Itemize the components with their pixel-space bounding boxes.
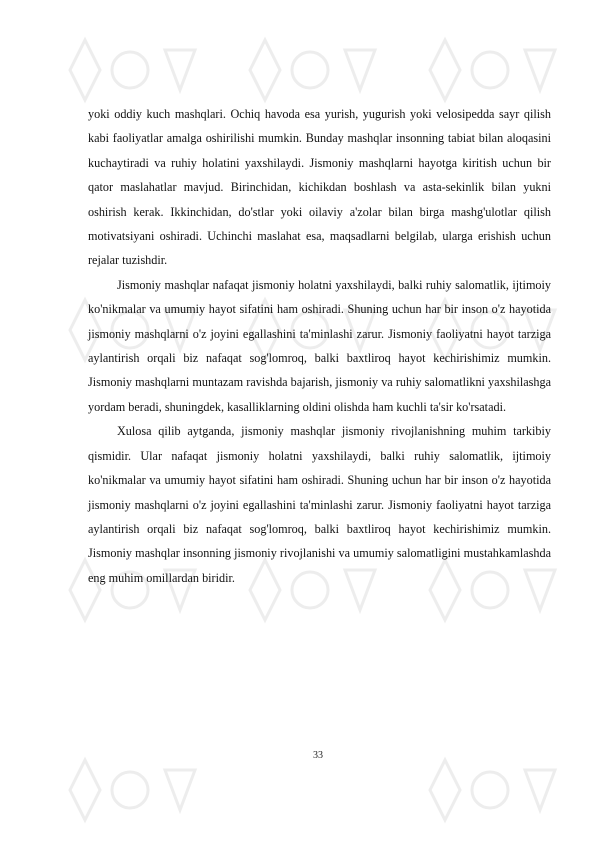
paragraph-benefits: Jismoniy mashqlar nafaqat jismoniy holatni yaxshilaydi, balki ruhiy salomatlik, ijtimoiy ko'nikmalar va umumiy hayot sifatini ham oshiradi. Shuning uchun har bir inson o'z hayotida jismoniy mashqlarni o'z joyini egallashini ta'minlashi zarur. Jismoniy faoliyatni hayot tarziga aylantirish orqali biz nafaqat sog'lomroq, balki baxtliroq hayot kechirishimiz mumkin. Jismoniy mashqlarni muntazam ravishda bajarish, jismoniy va ruhiy salomatlikni yaxshilashga yordam beradi, shuningdek, kasalliklarning oldini olishda ham kuchli ta'sir ko'rsatadi.	[88, 277, 551, 414]
paragraph-conclusion: Xulosa qilib aytganda, jismoniy mashqlar jismoniy rivojlanishning muhim tarkibiy qismidir. Ular nafaqat jismoniy holatni yaxshilaydi, balki ruhiy salomatlik, ijtimoiy ko'nikmalar va umumiy hayot sifatini ham oshiradi. Shuning uchun har bir inson o'z hayotida jismoniy mashqlarni o'z joyini egallashini ta'minlashi zarur. Jismoniy faoliyatni hayot tarziga aylantirish orqali biz nafaqat sog'lomroq, balki baxtliroq hayot kechirishimiz mumkin. Jismoniy mashqlar insonning jismoniy rivojlanishi va umumiy salomatligini mustahkamlashda eng muhim omillardan biridir.	[88, 424, 551, 585]
document-body	[88, 102, 551, 590]
paragraph-continuation: yoki oddiy kuch mashqlari. Ochiq havoda esa yurish, yugurish yoki velosipedda sayr qilish kabi faoliyatlar amalga oshirilishi mumkin. Bunday mashqlar insonning tabiat bilan aloqasini kuchaytiradi va ruhiy holatini yaxshilaydi. Jismoniy mashqlarni hayotga kiritish uchun bir qator maslahatlar mavjud. Birinchidan, kichikdan boshlash va asta-sekinlik bilan yukni oshirish kerak. Ikkinchidan, do'stlar yoki oilaviy a'zolar bilan birga mashg'ulotlar qilish motivatsiyani oshiradi. Uchinchi maslahat esa, maqsadlarni belgilab, ularga erishish uchun rejalar tuzishdir.	[88, 107, 551, 268]
page-number: 33	[313, 750, 323, 761]
